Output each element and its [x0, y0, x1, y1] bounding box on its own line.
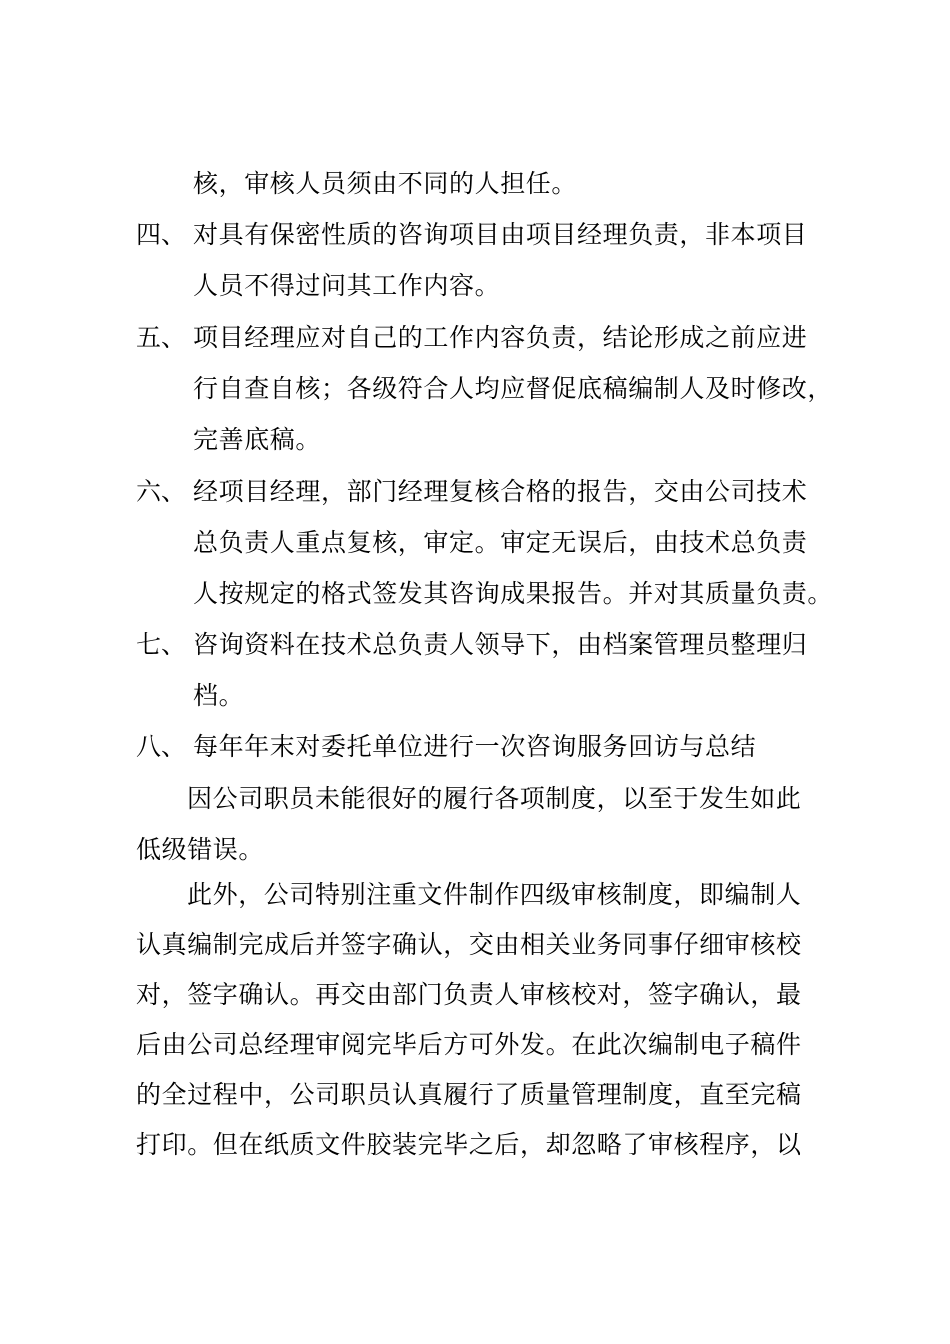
paragraph-2-line-6: 打印。但在纸质文件胶装完毕之后，却忽略了审核程序，以	[136, 1130, 802, 1159]
item-5-line-1: 项目经理应对自己的工作内容负责，结论形成之前应进	[193, 323, 808, 352]
item-5-line-3: 完善底稿。	[193, 425, 322, 454]
item-7-line-2: 档。	[193, 681, 245, 710]
paragraph-1-line-1: 因公司职员未能很好的履行各项制度，以至于发生如此	[187, 784, 802, 813]
item-number-4: 四、	[136, 220, 187, 249]
paragraph-2-line-4: 后由公司总经理审阅完毕后方可外发。在此次编制电子稿件	[136, 1030, 802, 1059]
item-4-line-1: 对具有保密性质的咨询项目由项目经理负责，非本项目	[193, 220, 808, 249]
paragraph-2-line-5: 的全过程中，公司职员认真履行了质量管理制度，直至完稿	[136, 1080, 802, 1109]
item-6-line-2: 总负责人重点复核，审定。审定无误后，由技术总负责	[193, 528, 808, 557]
paragraph-2-line-1: 此外，公司特别注重文件制作四级审核制度，即编制人	[187, 880, 802, 909]
paragraph-2-line-2: 认真编制完成后并签字确认，交由相关业务同事仔细审核校	[136, 930, 802, 959]
item-number-6: 六、	[136, 477, 187, 506]
item-6-line-3: 人按规定的格式签发其咨询成果报告。并对其质量负责。	[193, 579, 834, 608]
paragraph-2-line-3: 对，签字确认。再交由部门负责人审核校对，签字确认，最	[136, 980, 802, 1009]
item-6-line-1: 经项目经理，部门经理复核合格的报告，交由公司技术	[193, 477, 808, 506]
item-number-8: 八、	[136, 732, 187, 761]
item-8-line-1: 每年年末对委托单位进行一次咨询服务回访与总结	[193, 732, 757, 761]
item-7-line-1: 咨询资料在技术总负责人领导下，由档案管理员整理归	[193, 630, 808, 659]
paragraph-1-line-2: 低级错误。	[136, 835, 265, 864]
item-5-line-2: 行自查自核；各级符合人均应督促底稿编制人及时修改，	[193, 374, 834, 403]
item-number-7: 七、	[136, 630, 187, 659]
item-number-5: 五、	[136, 323, 187, 352]
item-4-line-2: 人员不得过问其工作内容。	[193, 271, 501, 300]
continuation-line: 核，审核人员须由不同的人担任。	[193, 169, 578, 198]
